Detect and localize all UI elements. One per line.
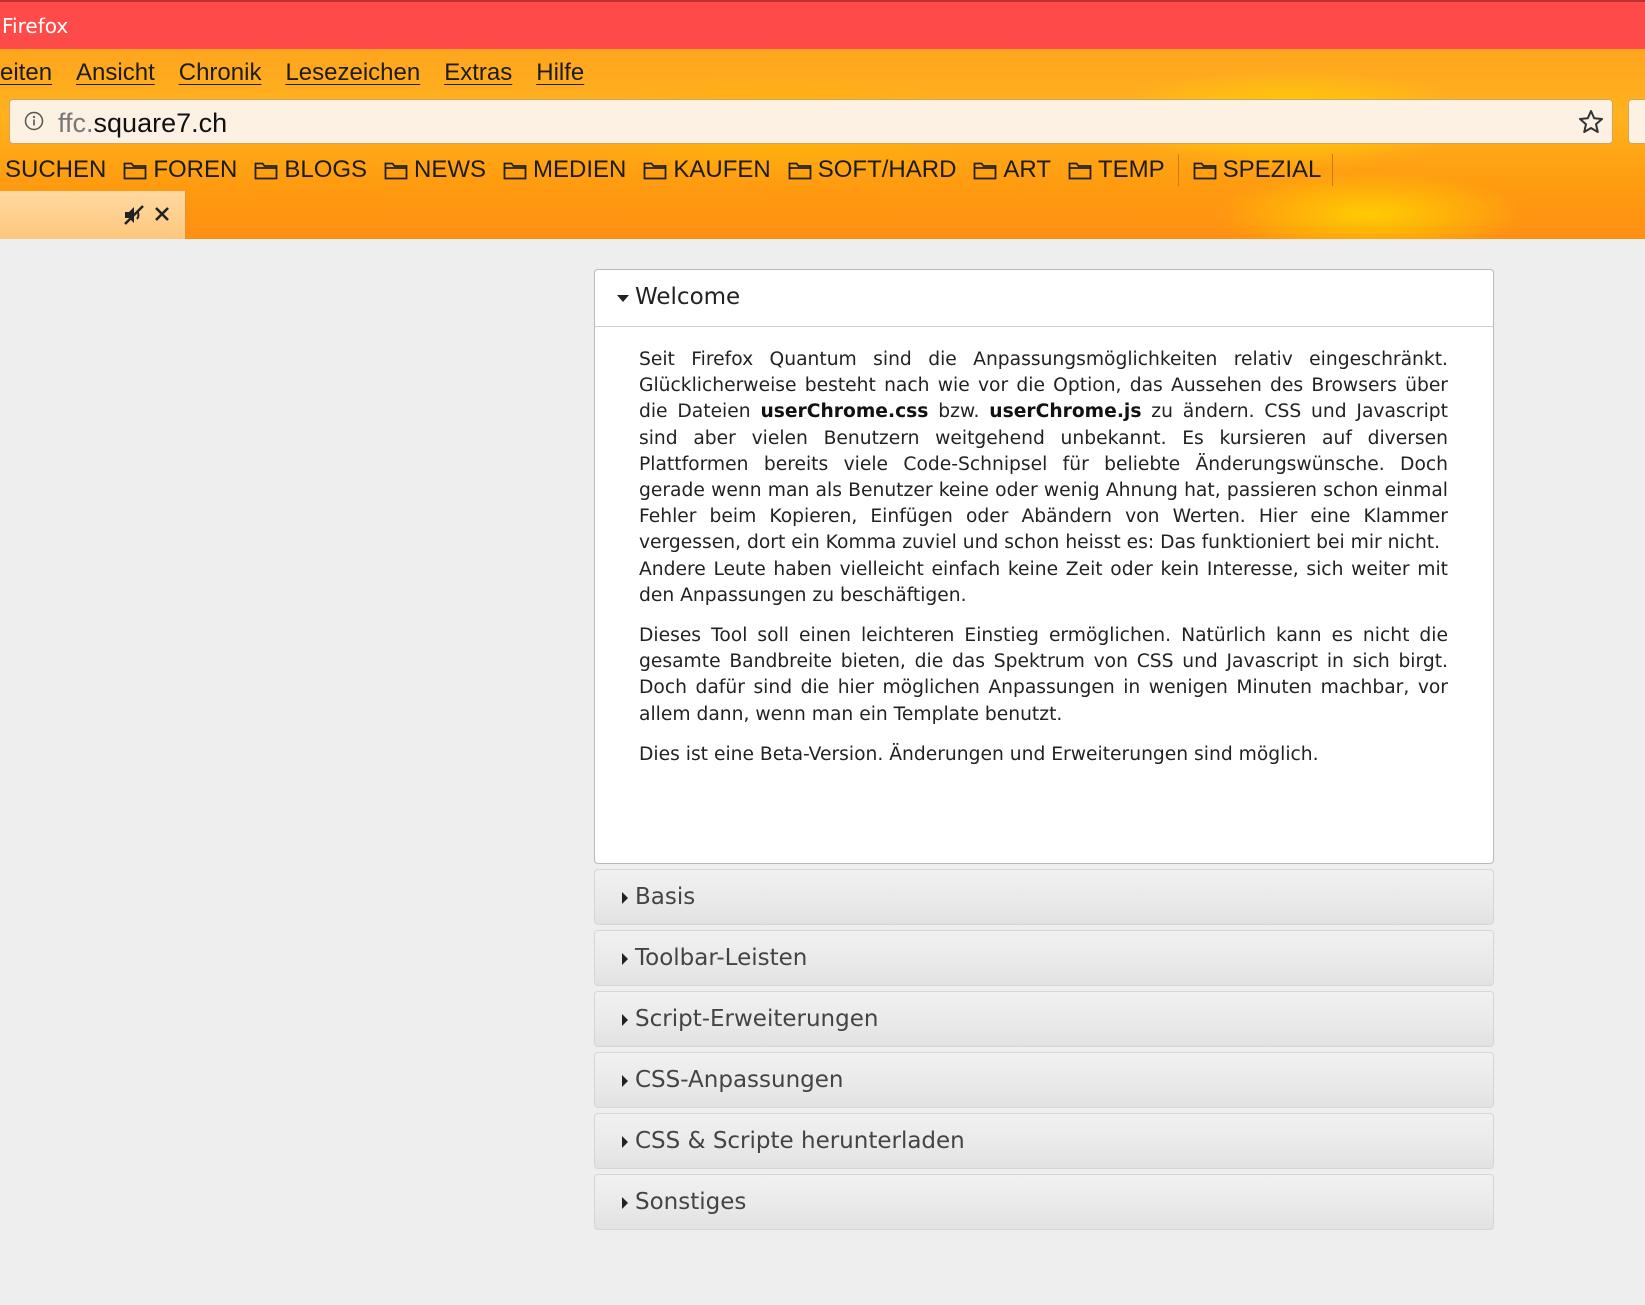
url-domain: square7.ch	[93, 108, 228, 138]
text-segment: zu ändern. CSS und Javascript sind aber vielen Benutzern weitgehend unbekannt. Es kursieren auf diversen Plattformen bereits viele Code-Schnipsel für beliebte Änderungswünsche. Doch gerade wenn man als Benutzer keine oder wenig Ahnung hat, passieren schon einmal Fehler beim Kopieren, Einfügen oder Abändern von Werten. Hier eine Klammer vergessen, dort ein Komma zuviel und schon heisst es: Das funktioniert bei mir nicht.	[639, 401, 1448, 554]
browser-tab[interactable]	[0, 191, 186, 239]
toolbar-side-button[interactable]	[1628, 99, 1645, 144]
window-title: Firefox	[2, 14, 69, 38]
caret-right-icon	[622, 1197, 628, 1209]
panel-title: Welcome	[635, 284, 741, 310]
url-text[interactable]	[58, 108, 227, 139]
caret-right-icon	[622, 953, 628, 965]
bookmark-kaufen[interactable]	[643, 156, 770, 184]
panel-basis[interactable]	[594, 869, 1494, 925]
panel-script-erweiterungen[interactable]	[594, 991, 1494, 1047]
filename-usercss: userChrome.css	[760, 401, 929, 423]
bookmark-label: SOFT/HARD	[817, 156, 957, 183]
caret-down-icon	[617, 295, 629, 302]
caret-right-icon	[622, 892, 628, 904]
welcome-paragraph-2: Dieses Tool soll einen leichteren Einstieg ermöglichen. Natürlich kann es nicht die gesamte Bandbreite bieten, die das Spektrum von CSS und Javascript in sich birgt. Doch dafür sind die hier möglichen Anpassungen in wenigen Minuten machbar, vor allem dann, wenn man ein Template benutzt.	[639, 625, 1448, 725]
panel-label: CSS & Scripte herunterladen	[635, 1128, 965, 1154]
text-segment: Andere Leute haben vielleicht einfach keine Zeit oder kein Interesse, sich weiter mit den Anpassungen zu beschäftigen.	[639, 558, 1448, 606]
panel-label: CSS-Anpassungen	[635, 1067, 844, 1093]
panel-welcome	[594, 269, 1494, 864]
folder-icon	[503, 160, 527, 180]
folder-icon	[643, 160, 667, 180]
folder-icon	[1193, 160, 1217, 180]
panel-sonstiges[interactable]	[594, 1174, 1494, 1230]
panel-welcome-body	[595, 327, 1493, 768]
tab-mute-icon[interactable]	[122, 203, 146, 227]
welcome-paragraph-1	[639, 347, 1448, 609]
bookmark-separator	[1332, 154, 1333, 186]
folder-icon	[1068, 160, 1092, 180]
browser-chrome	[0, 49, 1645, 239]
text-segment: Seit Firefox Quantum sind die Anpassungsmöglichkeiten relativ eingeschränkt. Glücklicherweise besteht nach wie vor die Option, das Aussehen des Browsers über die Dateien	[639, 349, 1448, 423]
menu-hilfe[interactable]: Hilfe	[536, 59, 585, 86]
tab-close-icon[interactable]	[152, 204, 172, 224]
folder-icon	[788, 160, 812, 180]
panel-css-anpassungen[interactable]	[594, 1052, 1494, 1108]
folder-icon	[254, 160, 278, 180]
bookmark-label: SUCHEN	[5, 156, 107, 183]
welcome-paragraph-3: Dies ist eine Beta-Version. Änderungen und Erweiterungen sind möglich.	[639, 743, 1319, 765]
menu-lesezeichen[interactable]: Lesezeichen	[285, 59, 421, 86]
caret-right-icon	[622, 1014, 628, 1026]
url-subdomain: ffc.	[58, 108, 94, 138]
text-segment: bzw.	[928, 401, 990, 423]
bookmark-blogs[interactable]	[254, 156, 367, 184]
folder-icon	[384, 160, 408, 180]
bookmark-label: NEWS	[414, 156, 487, 183]
folder-icon	[973, 160, 997, 180]
panel-label: Toolbar-Leisten	[635, 945, 808, 971]
bookmark-soft-hard[interactable]	[788, 156, 957, 184]
filename-userjs: userChrome.js	[989, 401, 1142, 423]
bookmark-medien[interactable]	[503, 156, 626, 184]
folder-icon	[123, 160, 147, 180]
bookmark-label: TEMP	[1098, 156, 1165, 183]
window-titlebar	[0, 0, 1645, 49]
menu-bearbeiten[interactable]: eiten	[0, 59, 53, 86]
url-bar[interactable]	[9, 99, 1613, 144]
menu-bar	[0, 49, 608, 97]
bookmark-label: KAUFEN	[673, 156, 771, 183]
caret-right-icon	[622, 1136, 628, 1148]
panel-label: Sonstiges	[635, 1189, 747, 1215]
bookmarks-toolbar	[0, 149, 1347, 191]
bookmark-temp[interactable]	[1068, 156, 1165, 184]
bookmark-label: BLOGS	[284, 156, 368, 183]
panel-download[interactable]	[594, 1113, 1494, 1169]
menu-chronik[interactable]: Chronik	[178, 59, 262, 86]
caret-right-icon	[622, 1075, 628, 1087]
panel-toolbar-leisten[interactable]	[594, 930, 1494, 986]
bookmark-art[interactable]	[973, 156, 1051, 184]
bookmark-label: MEDIEN	[533, 156, 627, 183]
panel-label: Script-Erweiterungen	[635, 1006, 879, 1032]
menu-ansicht[interactable]: Ansicht	[76, 59, 155, 86]
bookmark-label: SPEZIAL	[1222, 156, 1322, 183]
panel-welcome-header[interactable]	[595, 270, 1493, 327]
bookmark-label: FOREN	[153, 156, 238, 183]
settings-accordion	[594, 269, 1494, 1230]
bookmark-star-icon[interactable]	[1578, 109, 1604, 135]
menu-extras[interactable]: Extras	[444, 59, 513, 86]
panel-label: Basis	[635, 884, 696, 910]
info-icon[interactable]	[24, 111, 44, 131]
bookmark-foren[interactable]	[123, 156, 237, 184]
bookmark-label: ART	[1003, 156, 1051, 183]
bookmark-spezial[interactable]	[1193, 156, 1322, 184]
bookmark-news[interactable]	[384, 156, 486, 184]
bookmark-suchen[interactable]	[5, 156, 106, 184]
bookmark-separator	[1178, 154, 1179, 186]
